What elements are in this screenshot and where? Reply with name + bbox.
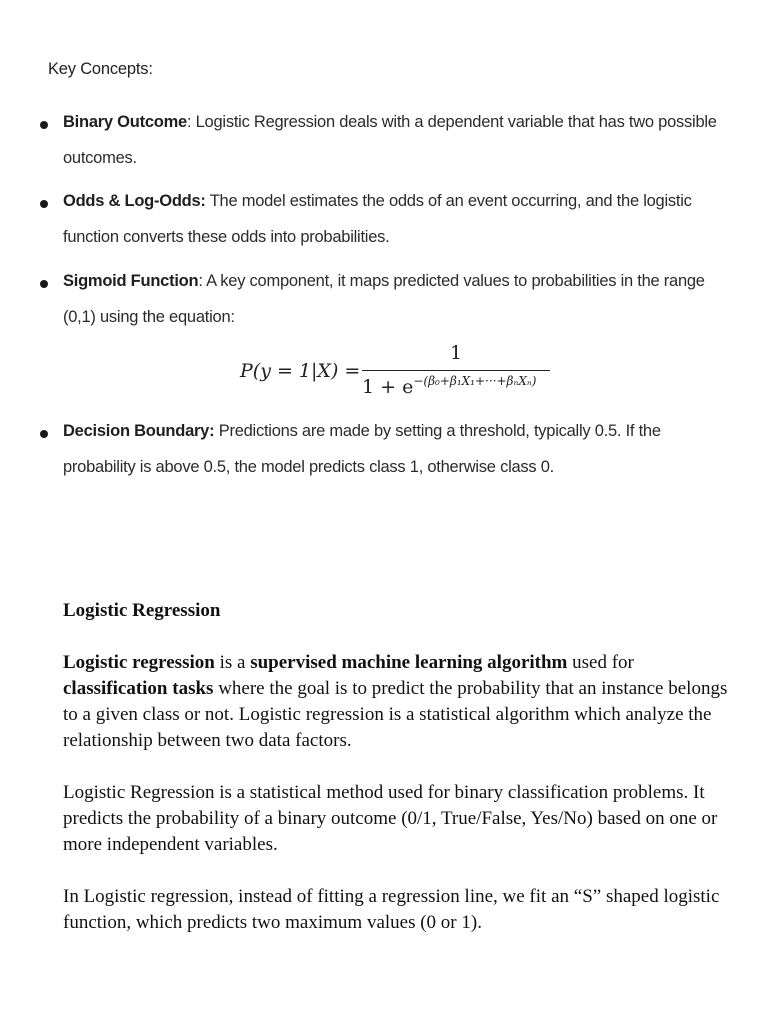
term-label: Binary Outcome <box>63 113 187 131</box>
bold-term: classification tasks <box>63 678 214 699</box>
bullet-icon <box>40 430 48 438</box>
term-description: Predictions are made by setting a threshold, typically 0.5. If the probability is above 0.5, the model predicts class 1, otherwise class 0. <box>63 422 661 476</box>
section-title: Logistic Regression <box>63 600 221 621</box>
paragraph-method: Logistic Regression is a statistical method used for binary classification problems. It predicts the probability of a binary outcome (0/1, True/False, Yes/No) based on one or more independent variables. <box>63 782 718 855</box>
paragraph-definition <box>63 650 743 754</box>
bold-term: supervised machine learning algorithm <box>250 652 568 673</box>
list-item-text <box>63 104 735 176</box>
equation-lhs: P(y = 1|X) = <box>240 360 361 382</box>
paragraph-text: is a <box>214 652 251 673</box>
term-description: A key component, it maps predicted values to probabilities in the range (0,1) using the equation: <box>63 272 705 326</box>
bullet-icon <box>40 200 48 208</box>
sigmoid-equation <box>240 340 570 400</box>
equation-denominator <box>362 374 550 398</box>
term-label: Sigmoid Function <box>63 272 199 290</box>
term-description: The model estimates the odds of an event occurring, and the logistic function converts these odds into probabilities. <box>63 192 692 246</box>
paragraph-text: used for <box>567 652 634 673</box>
term-label: Decision Boundary: <box>63 422 215 440</box>
equation-numerator: 1 <box>449 342 463 364</box>
term-separator: : <box>198 272 203 290</box>
bullet-icon <box>40 280 48 288</box>
paragraph-s-curve: In Logistic regression, instead of fitting a regression line, we fit an “S” shaped logistic function, which predicts two maximum values (0 or 1). <box>63 886 720 933</box>
term-label: Odds & Log-Odds: <box>63 192 206 210</box>
term-separator: : <box>186 113 192 131</box>
fraction-bar <box>362 370 550 371</box>
equation-fraction <box>362 340 550 400</box>
list-item-text <box>63 183 735 255</box>
bullet-icon <box>40 121 48 129</box>
paragraph-text: where the goal is to predict the probability that an instance belongs to a given class or not. Logistic regression is a statistical algorithm which analyze the relationship between two data factors. <box>63 678 728 751</box>
term-description: Logistic Regression deals with a dependent variable that has two possible outcomes. <box>63 113 717 167</box>
denominator-base: 1 + e <box>362 376 414 398</box>
list-item-text <box>63 413 735 485</box>
denominator-exponent: −(β₀+β₁X₁+···+βₙXₙ) <box>413 374 537 388</box>
bold-term: Logistic regression <box>63 652 215 673</box>
key-concepts-heading: Key Concepts: <box>48 60 153 78</box>
logistic-regression-section <box>63 598 743 962</box>
list-item-text <box>63 263 735 335</box>
